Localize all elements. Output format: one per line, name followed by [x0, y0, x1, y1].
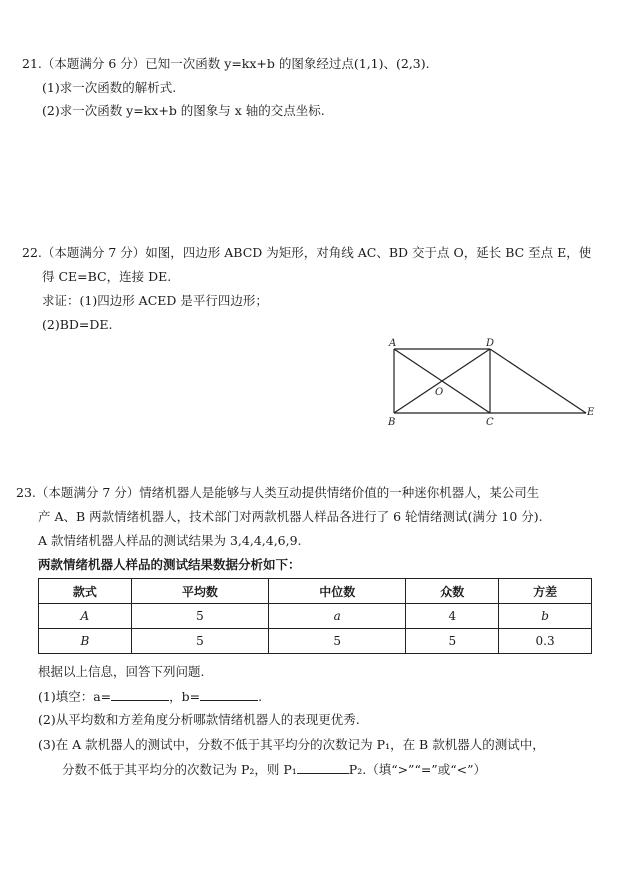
segment-de: [490, 349, 586, 413]
q22-stem-line1: 22.（本题满分 7 分）如图，四边形 ABCD 为矩形，对角线 AC、BD 交于点 O，延长 BC 至点 E，使: [22, 245, 592, 260]
results-table: [38, 578, 592, 654]
q23-p1-end: .: [258, 689, 263, 704]
answer-blank-a[interactable]: [111, 688, 169, 701]
table-row: [39, 629, 592, 654]
q21-part2: (2)求一次函数 y=kx+b 的图象与 x 轴的交点坐标.: [42, 103, 325, 118]
label-o: O: [435, 387, 444, 398]
label-a: A: [389, 338, 397, 349]
cell-b-style: B: [39, 629, 132, 654]
q23-stem-line2: 产 A、B 两款情绪机器人，技术部门对两款机器人样品各进行了 6 轮情绪测试(满分 10 分).: [38, 509, 543, 524]
q23-stem-line3: A 款情绪机器人样品的测试结果为 3,4,4,4,6,9.: [38, 533, 302, 548]
q23-p1-mid: ，b=: [169, 689, 201, 704]
q21-stem: 21.（本题满分 6 分）已知一次函数 y=kx+b 的图象经过点(1,1)、(2,3).: [22, 56, 430, 71]
answer-blank-compare[interactable]: [297, 761, 349, 774]
q23-part2: (2)从平均数和方差角度分析哪款情绪机器人的表现更优秀.: [38, 712, 360, 727]
table-row: [39, 604, 592, 629]
q21-part1: (1)求一次函数的解析式.: [42, 80, 177, 95]
rectangle-figure: [380, 335, 600, 430]
q22-proof-2: (2)BD=DE.: [42, 317, 113, 332]
header-style: 款式: [39, 579, 132, 604]
q23-part3-line2: [62, 761, 486, 778]
label-e: E: [587, 407, 595, 418]
cell-a-style: A: [39, 604, 132, 629]
cell-a-variance: b: [499, 604, 592, 629]
cell-b-mode: 5: [406, 629, 499, 654]
cell-a-mode: 4: [406, 604, 499, 629]
header-median: 中位数: [269, 579, 406, 604]
cell-a-median: a: [269, 604, 406, 629]
header-mean: 平均数: [131, 579, 268, 604]
q23-p3-suffix: P₂.（填“>”“=”或“<”）: [348, 762, 486, 777]
q23-part1: [38, 688, 262, 705]
table-header-row: [39, 579, 592, 604]
q23-p1-prefix: (1)填空：a=: [38, 689, 112, 704]
header-mode: 众数: [406, 579, 499, 604]
cell-a-mean: 5: [131, 604, 268, 629]
q22-stem-line2: 得 CE=BC，连接 DE.: [42, 269, 172, 284]
answer-blank-b[interactable]: [200, 688, 258, 701]
cell-b-variance: 0.3: [499, 629, 592, 654]
q23-intro: 根据以上信息，回答下列问题.: [38, 664, 205, 679]
q23-p3-prefix: 分数不低于其平均分的次数记为 P₂，则 P₁: [62, 762, 297, 777]
q23-stem-line1: 23.（本题满分 7 分）情绪机器人是能够与人类互动提供情绪价值的一种迷你机器人，某公司生: [16, 485, 540, 500]
q22-proof-1: 求证：(1)四边形 ACED 是平行四边形；: [42, 293, 268, 308]
cell-b-mean: 5: [131, 629, 268, 654]
label-b: B: [388, 417, 396, 428]
q23-table-caption: 两款情绪机器人样品的测试结果数据分析如下：: [38, 557, 301, 572]
label-d: D: [486, 338, 495, 349]
q23-part3-line1: (3)在 A 款机器人的测试中，分数不低于其平均分的次数记为 P₁，在 B 款机器人的测试中，: [38, 737, 545, 752]
header-variance: 方差: [499, 579, 592, 604]
label-c: C: [486, 417, 494, 428]
cell-b-median: 5: [269, 629, 406, 654]
